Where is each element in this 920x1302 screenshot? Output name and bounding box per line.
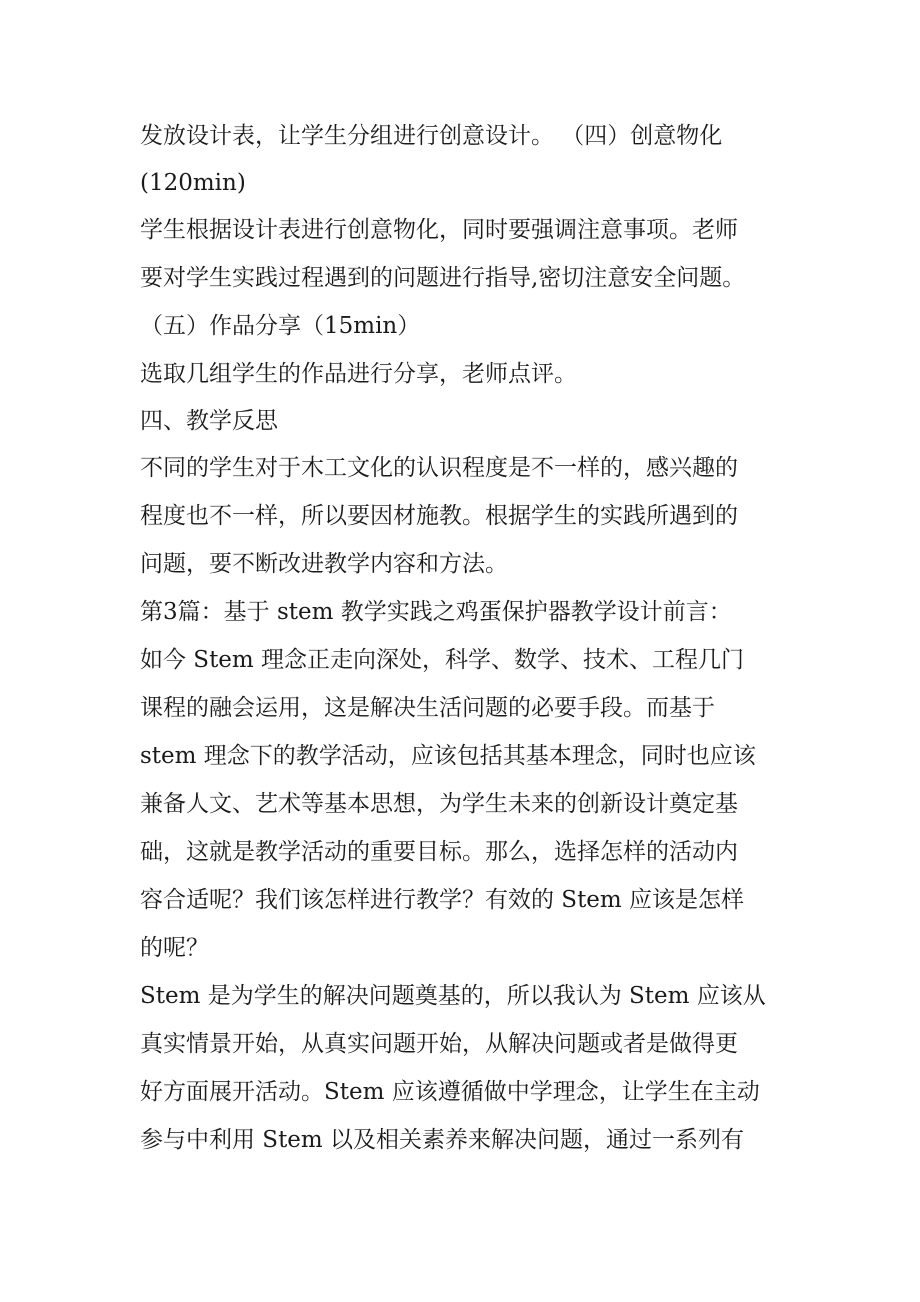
text-line: 兼备人文、艺术等基本思想，为学生未来的创新设计奠定基 xyxy=(140,791,738,817)
section-heading: 四、教学反思 xyxy=(140,408,278,434)
text-line: 的呢？ xyxy=(140,935,209,961)
text-line: 容合适呢？我们该怎样进行教学？有效的 Stem 应该是怎样 xyxy=(140,887,745,913)
text-line: 础，这就是教学活动的重要目标。那么，选择怎样的活动内 xyxy=(140,839,738,865)
text-line: 如今 Stem 理念正走向深处，科学、数学、技术、工程几门 xyxy=(140,647,745,673)
text-line: 课程的融会运用，这是解决生活问题的必要手段。而基于 xyxy=(140,695,715,721)
text-line: 参与中利用 Stem 以及相关素养来解决问题，通过一系列有 xyxy=(140,1127,745,1153)
text-line: 要对学生实践过程遇到的问题进行指导,密切注意安全问题。 xyxy=(140,265,746,291)
text-line: 发放设计表，让学生分组进行创意设计。 （四）创意物化 xyxy=(140,123,723,149)
section-heading: （五）作品分享（15min） xyxy=(140,313,421,339)
text-line: 选取几组学生的作品进行分享，老师点评。 xyxy=(140,361,577,387)
text-line: 不同的学生对于木工文化的认识程度是不一样的，感兴趣的 xyxy=(140,455,738,481)
text-line: 问题，要不断改进教学内容和方法。 xyxy=(140,551,508,577)
text-line: 好方面展开活动。Stem 应该遵循做中学理念，让学生在主动 xyxy=(140,1079,760,1105)
document-body xyxy=(140,112,790,1164)
text-line: 学生根据设计表进行创意物化，同时要强调注意事项。老师 xyxy=(140,217,738,243)
article-title: 第3篇：基于 stem 教学实践之鸡蛋保护器教学设计前言： xyxy=(140,599,732,625)
text-line: Stem 是为学生的解决问题奠基的，所以我认为 Stem 应该从 xyxy=(140,983,766,1009)
text-line: 程度也不一样，所以要因材施教。根据学生的实践所遇到的 xyxy=(140,503,738,529)
text-line: (120min) xyxy=(140,170,246,196)
text-line: 真实情景开始，从真实问题开始，从解决问题或者是做得更 xyxy=(140,1031,738,1057)
text-line: stem 理念下的教学活动，应该包括其基本理念，同时也应该 xyxy=(140,743,756,769)
